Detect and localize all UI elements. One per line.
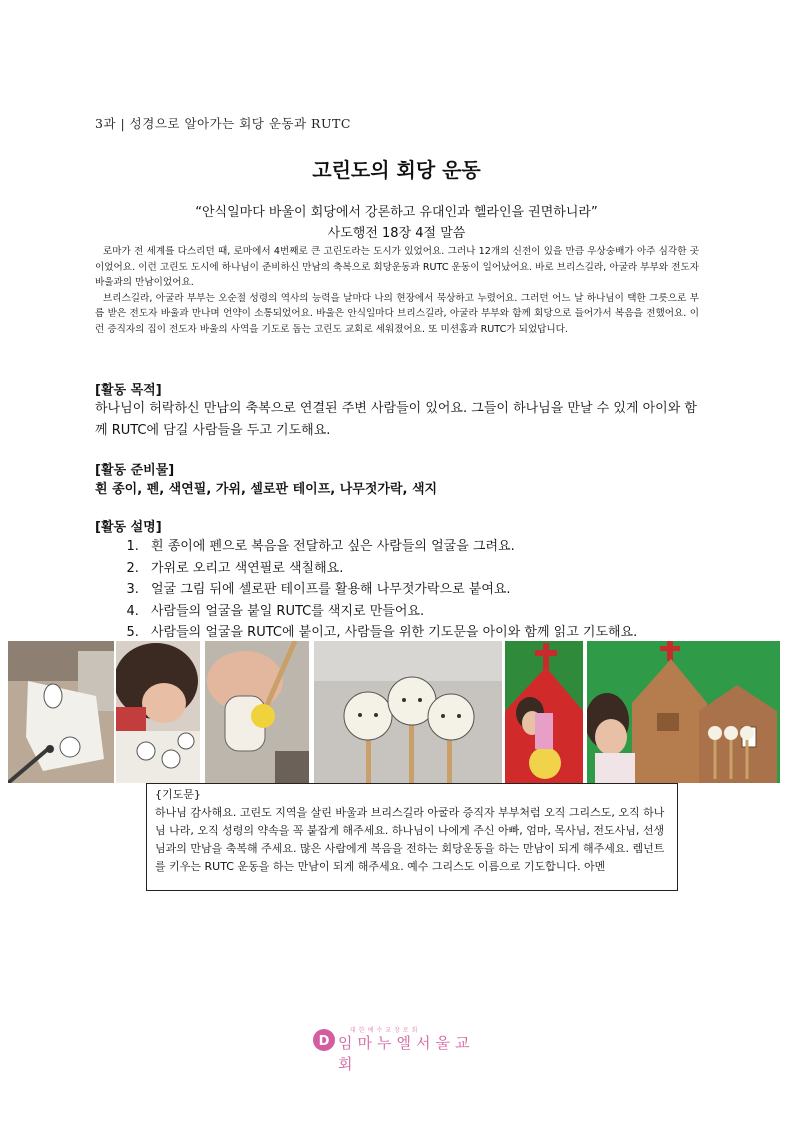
- scissors-cutting-drawing-icon: [8, 641, 114, 783]
- prayer-box: [146, 783, 678, 891]
- materials-section: [95, 459, 699, 502]
- steps-list: [95, 536, 699, 644]
- photo-child-red-church: [505, 641, 583, 783]
- materials-text: 흰 종이, 펜, 색연필, 가위, 셀로판 테이프, 나무젓가락, 색지: [95, 482, 438, 497]
- purpose-text: 하나님이 허락하신 만남의 축복으로 연결된 주변 사람들이 있어요. 그들이 하나님을 만날 수 있게 아이와 함께 RUTC에 담길 사람들을 두고 기도해요.: [95, 401, 697, 438]
- bible-verse: [0, 202, 793, 244]
- child-with-red-church-icon: [505, 641, 583, 783]
- prayer-text: 하나님 감사해요. 고린도 지역을 살린 바울과 브리스길라 아굴라 증직자 부부처럼 오직 그리스도, 오직 하나님 나라, 오직 성령의 약속을 꼭 붙잡게 해주세요. 하나님이 나에게 주신 아빠, 엄마, 목사님, 전도사님, 선생님과의 만남을 축복해 주세요. 많은 사람에게 복음을 전하는 회당운동을 하는 만남이 되게 해주세요. 렘넌트를 키우는 RUTC 운동을 하는 만남이 되게 해주세요. 예수 그리스도 이름으로 기도합니다. 아멘: [155, 806, 665, 873]
- materials-heading: [활동 준비물]: [95, 463, 175, 478]
- page-title: 고린도의 회당 운동: [312, 158, 481, 182]
- church-logo: [312, 1024, 484, 1073]
- intro-text: [95, 244, 699, 337]
- three-face-puppets-icon: [314, 641, 502, 783]
- step-item: 4. 사람들의 얼굴을 붙일 RUTC를 색지로 만들어요.: [143, 601, 699, 623]
- child-with-brown-church-icon: [587, 641, 780, 783]
- intro-paragraph: 로마가 전 세계를 다스리던 때, 로마에서 4번째로 큰 고린도라는 도시가 있었어요. 그러나 12개의 신전이 있을 만큼 우상숭배가 아주 심각한 곳이었어요. 이런 고린도 도시에 하나님이 준비하신 만남의 축복으로 회당운동과 RUTC 운동이 일어났어요. 바로 브리스길라, 아굴라 부부와 전도자 바울과의 만남이었어요.: [95, 246, 699, 288]
- intro-paragraph: 브리스길라, 아굴라 부부는 오순절 성령의 역사의 능력을 날마다 나의 현장에서 묵상하고 누렸어요. 그러던 어느 날 하나님이 택한 그릇으로 부름 받은 전도자 바울과 만나며 언약이 소통되었어요. 바울은 안식일마다 브리스길라, 아굴라 부부와 함께 회당으로 들어가서 복음을 전했어요. 이런 증직자의 집이 전도자 바울의 사역을 기도로 돕는 고린도 교회로 세워졌어요. 또 미션홈과 RUTC가 되었답니다.: [95, 292, 699, 335]
- logo-church-name: 임마누엘서울교회: [338, 1034, 475, 1073]
- photo-face-puppets: [314, 641, 502, 783]
- instructions-section: [95, 516, 699, 644]
- prayer-title: {기도문}: [155, 788, 201, 801]
- instructions-heading: [활동 설명]: [95, 520, 162, 535]
- photo-brown-church: [587, 641, 780, 783]
- step-item: 1. 흰 종이에 펜으로 복음을 전달하고 싶은 사람들의 얼굴을 그려요.: [143, 536, 699, 558]
- purpose-heading: [활동 목적]: [95, 383, 162, 398]
- step-item: 5. 사람들의 얼굴을 RUTC에 붙이고, 사람들을 위한 기도문을 아이와 함께 읽고 기도해요.: [143, 622, 699, 644]
- page-header: 3과 | 성경으로 알아가는 회당 운동과 RUTC: [95, 116, 351, 131]
- step-item: 3. 얼굴 그림 뒤에 셀로판 테이프를 활용해 나무젓가락으로 붙여요.: [143, 579, 699, 601]
- photo-child-coloring: [116, 641, 200, 783]
- child-coloring-faces-icon: [116, 641, 200, 783]
- logo-denomination: 대한예수교장로회: [350, 1027, 421, 1034]
- purpose-section: [95, 379, 699, 442]
- verse-quote: “안식일마다 바울이 회당에서 강론하고 유대인과 헬라인을 권면하니라”: [195, 205, 598, 220]
- step-item: 2. 가위로 오리고 색연필로 색칠해요.: [143, 558, 699, 580]
- hand-taping-chopstick-icon: [205, 641, 309, 783]
- photo-taping-stick: [205, 641, 309, 783]
- verse-reference: 사도행전 18장 4절 말씀: [327, 226, 466, 241]
- logo-letter: D: [318, 1034, 330, 1049]
- church-logo-icon: [312, 1026, 336, 1054]
- photo-cutting-paper: [8, 641, 114, 783]
